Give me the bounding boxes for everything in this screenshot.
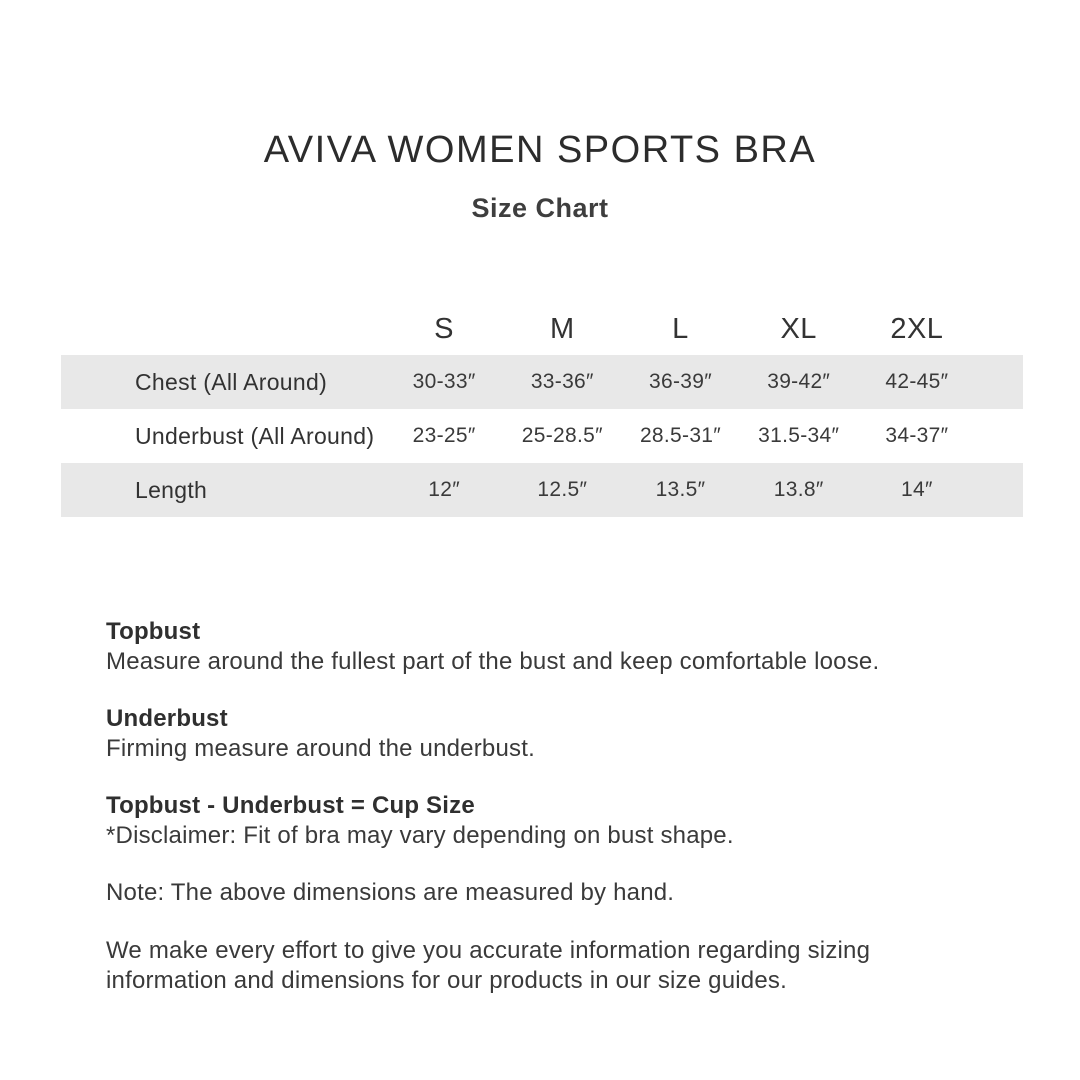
size-cell: 36-39″: [649, 370, 712, 393]
row-label: Underbust (All Around): [135, 422, 375, 449]
size-cell: 31.5-34″: [758, 424, 840, 447]
note-body: *Disclaimer: Fit of bra may vary depending on bust shape.: [106, 822, 734, 849]
table-row-underbust: [61, 409, 1023, 463]
page-subtitle: Size Chart: [471, 193, 609, 223]
size-cell: 13.8″: [773, 478, 824, 501]
note-cup-size: [106, 791, 996, 851]
note-underbust: [106, 704, 996, 764]
page-title: AVIVA WOMEN SPORTS BRA: [263, 129, 817, 171]
col-header-l: L: [672, 312, 689, 345]
col-header-xl: XL: [780, 312, 817, 345]
size-cell: 28.5-31″: [639, 424, 722, 447]
row-label: Chest (All Around): [135, 368, 328, 395]
size-cell: 13.5″: [655, 478, 706, 501]
table-row-chest: [61, 355, 1023, 409]
notes-section: [106, 617, 996, 996]
note-heading: Topbust: [106, 618, 201, 645]
row-label: Length: [135, 476, 208, 503]
size-cell: 30-33″: [412, 370, 476, 393]
footer-note: We make every effort to give you accurate information regarding sizing information and dimensions for our products in our size guides.: [106, 937, 871, 994]
note-body: Measure around the fullest part of the bust and keep comfortable loose.: [106, 648, 880, 675]
size-cell: 33-36″: [530, 370, 594, 393]
size-cell: 39-42″: [767, 370, 831, 393]
size-cell: 12″: [428, 478, 460, 501]
note-topbust: [106, 617, 996, 677]
col-header-s: S: [434, 312, 455, 345]
note-heading: Underbust: [106, 705, 228, 732]
size-cell: 25-28.5″: [521, 424, 603, 447]
measurement-note: Note: The above dimensions are measured by hand.: [106, 879, 675, 906]
col-header-2xl: 2XL: [890, 312, 944, 345]
size-table-header-row: [61, 303, 1023, 355]
size-cell: 42-45″: [885, 370, 949, 393]
col-header-m: M: [549, 312, 575, 345]
size-cell: 23-25″: [412, 424, 476, 447]
size-cell: 12.5″: [537, 478, 588, 501]
size-cell: 14″: [901, 478, 933, 501]
size-cell: 34-37″: [885, 424, 949, 447]
table-row-length: [61, 463, 1023, 517]
note-heading: Topbust - Underbust = Cup Size: [106, 792, 475, 819]
note-body: Firming measure around the underbust.: [106, 735, 535, 762]
size-table: [61, 303, 1023, 517]
